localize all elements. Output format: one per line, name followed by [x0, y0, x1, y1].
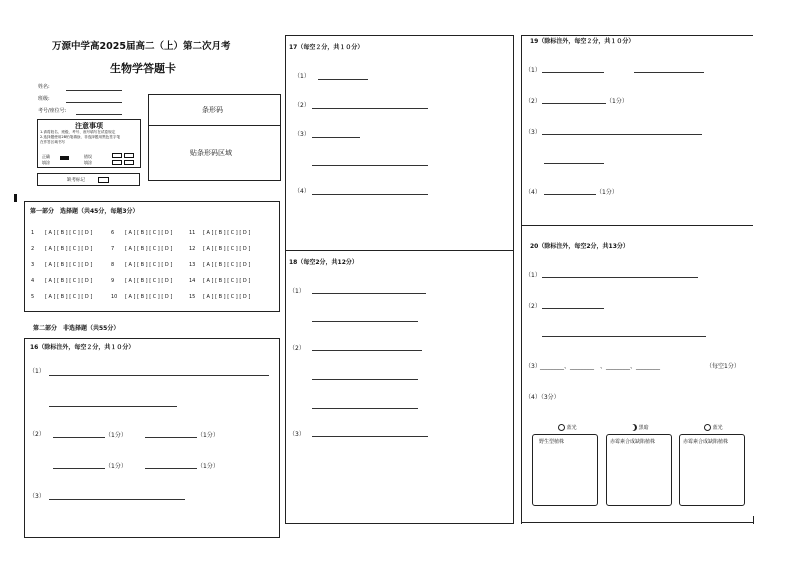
- panel-3-label: 赤霉素合成缺陷植株: [683, 439, 729, 445]
- choice-options[interactable]: [ A ] [ B ] [ C ] [ D ]: [203, 294, 251, 300]
- correct-label-2: 填涂: [42, 160, 50, 165]
- choice-number: 5: [31, 294, 35, 300]
- correct-fill-mark: [60, 156, 69, 160]
- exam-no-label: 考号/座位号:: [38, 108, 67, 114]
- q16-part-2: （2）: [29, 431, 45, 438]
- barcode-area-label: 贴条形码区域: [190, 149, 232, 157]
- q19-q20-divider: [521, 225, 753, 226]
- q17-part-4: （4）: [294, 188, 310, 195]
- q19-title: 19（除标注外，每空２分，共１０分）: [530, 38, 635, 45]
- q18-blank-1a[interactable]: [312, 293, 426, 294]
- panel-3-light: [704, 424, 723, 431]
- q20-part-1: （1）: [525, 272, 541, 279]
- q17-part-1: （1）: [294, 73, 310, 80]
- q18-blank-2b[interactable]: [312, 379, 418, 380]
- sun-icon: [558, 424, 565, 431]
- q20-blank-2b[interactable]: [542, 336, 706, 337]
- choice-number: 6: [111, 230, 115, 236]
- choice-options[interactable]: [ A ] [ B ] [ C ] [ D ]: [203, 278, 251, 284]
- q20-title: 20（除标注外，每空2分，共13分）: [530, 243, 629, 250]
- barcode-label: 条形码: [202, 106, 223, 114]
- panel-3-box[interactable]: [679, 434, 745, 506]
- choice-options[interactable]: [ A ] [ B ] [ C ] [ D ]: [203, 246, 251, 252]
- q18-blank-2c[interactable]: [312, 408, 418, 409]
- q20-note-3: （每空1分）: [706, 363, 740, 370]
- choice-number: 10: [111, 294, 118, 300]
- choice-options[interactable]: [ A ] [ B ] [ C ] [ D ]: [125, 262, 173, 268]
- panel-2-box[interactable]: [606, 434, 672, 506]
- choice-options[interactable]: [ A ] [ B ] [ C ] [ D ]: [125, 294, 173, 300]
- choice-options[interactable]: [ A ] [ B ] [ C ] [ D ]: [45, 262, 93, 268]
- choice-number: 7: [111, 246, 115, 252]
- notice-line-2: 2.选择题使用2B铅笔填涂，非选择题用黑色签字笔: [40, 135, 121, 139]
- school-title: 万源中学高2025届高二（上）第二次月考: [52, 41, 231, 52]
- moon-icon: [630, 424, 637, 431]
- choice-number: 9: [111, 278, 115, 284]
- q19-blank-1b[interactable]: [634, 72, 704, 73]
- q17-part-3: （3）: [294, 131, 310, 138]
- choice-number: 13: [189, 262, 196, 268]
- class-field[interactable]: [66, 102, 122, 103]
- panel-1-label: 野生型植株: [539, 439, 565, 445]
- choice-options[interactable]: [ A ] [ B ] [ C ] [ D ]: [203, 230, 251, 236]
- wrong-mark-4: [124, 160, 134, 165]
- part1-title: 第一部分 选择题（共45分，每题3分）: [30, 208, 139, 215]
- q17-blank-4[interactable]: [312, 194, 428, 195]
- q19-blank-3a[interactable]: [542, 134, 702, 135]
- q18-blank-3[interactable]: [312, 436, 428, 437]
- panel-3-light-label: 蓝光: [712, 425, 723, 431]
- part2-title: 第二部分 非选择题（共55分）: [33, 325, 120, 332]
- choice-options[interactable]: [ A ] [ B ] [ C ] [ D ]: [203, 262, 251, 268]
- choice-options[interactable]: [ A ] [ B ] [ C ] [ D ]: [45, 278, 93, 284]
- choice-options[interactable]: [ A ] [ B ] [ C ] [ D ]: [125, 230, 173, 236]
- right-column-right-tick: [753, 516, 754, 524]
- absent-label: 缺考标记: [67, 178, 85, 183]
- q16-point-2a: （1分）: [105, 432, 127, 439]
- right-column-left-edge: [521, 35, 522, 524]
- correct-label: 正确: [42, 154, 50, 159]
- choice-number: 3: [31, 262, 35, 268]
- choice-options[interactable]: [ A ] [ B ] [ C ] [ D ]: [125, 278, 173, 284]
- notice-line-1: 1.请将姓名、班级、考号、座号填写在试卷规定: [40, 130, 116, 134]
- panel-2-light: [630, 424, 649, 431]
- q18-blank-1b[interactable]: [312, 321, 418, 322]
- q20-part-3: （3）: [525, 363, 541, 370]
- q18-part-3: （3）: [289, 431, 305, 438]
- choice-number: 15: [189, 294, 196, 300]
- wrong-mark-2: [124, 153, 134, 158]
- exam-no-field[interactable]: [76, 114, 122, 115]
- q16-blank-2c[interactable]: [53, 468, 105, 469]
- choice-number: 11: [189, 230, 196, 236]
- wrong-label-2: 填涂: [84, 160, 92, 165]
- wrong-label: 错误: [84, 154, 92, 159]
- barcode-box: [148, 94, 281, 181]
- q19-part-3: （3）: [525, 129, 541, 136]
- q16-blank-2d[interactable]: [145, 468, 197, 469]
- q18-part-2: （2）: [289, 345, 305, 352]
- choice-options[interactable]: [ A ] [ B ] [ C ] [ D ]: [45, 230, 93, 236]
- panel-1-light-label: 蓝光: [566, 425, 577, 431]
- q16-point-2c: （1分）: [105, 463, 127, 470]
- position-marker: [14, 194, 17, 202]
- q20-blanks-3[interactable]: ________、________ 、________、________: [540, 363, 661, 370]
- q16-point-2b: （1分）: [197, 432, 219, 439]
- panel-2-label: 赤霉素合成缺陷植株: [610, 439, 656, 445]
- q19-blank-2[interactable]: [542, 103, 606, 104]
- panel-1-box[interactable]: [532, 434, 598, 506]
- choice-number: 4: [31, 278, 35, 284]
- sun-icon: [704, 424, 711, 431]
- wrong-mark-1: [112, 153, 122, 158]
- q16-title: 16（除标注外，每空２分，共１０分）: [30, 344, 135, 351]
- q19-point-2: （1分）: [606, 98, 628, 105]
- middle-column: [285, 35, 514, 524]
- notice-line-3: 在作答区域书写: [40, 140, 66, 144]
- q16-blank-2a[interactable]: [53, 437, 105, 438]
- q18-title: 18（每空2分，共12分）: [289, 259, 358, 266]
- q20-blank-2a[interactable]: [542, 308, 604, 309]
- q16-blank-1b[interactable]: [49, 406, 177, 407]
- name-field[interactable]: [66, 90, 122, 91]
- q16-blank-2b[interactable]: [145, 437, 197, 438]
- q18-blank-2a[interactable]: [312, 350, 422, 351]
- q19-part-2: （2）: [525, 98, 541, 105]
- choice-number: 14: [189, 278, 196, 284]
- choice-options[interactable]: [ A ] [ B ] [ C ] [ D ]: [45, 246, 93, 252]
- q16-part-1: （1）: [29, 368, 45, 375]
- absent-checkbox[interactable]: [98, 177, 109, 183]
- q17-part-2: （2）: [294, 102, 310, 109]
- q19-blank-4[interactable]: [544, 194, 596, 195]
- choice-section: [24, 201, 280, 312]
- choice-number: 2: [31, 246, 35, 252]
- q19-blank-3b[interactable]: [544, 163, 604, 164]
- notice-box: [37, 119, 141, 168]
- wrong-mark-3: [112, 160, 122, 165]
- q19-point-4: （1分）: [596, 189, 618, 196]
- right-column-bottom-edge: [521, 522, 753, 523]
- barcode-divider: [149, 125, 280, 126]
- panel-2-light-label: 黑暗: [638, 425, 649, 431]
- choice-options[interactable]: [ A ] [ B ] [ C ] [ D ]: [125, 246, 173, 252]
- card-title: 生物学答题卡: [110, 62, 176, 75]
- panel-1-light: [558, 424, 577, 431]
- q17-blank-3a[interactable]: [312, 137, 360, 138]
- q20-part-4: （4）（3分）: [525, 394, 560, 401]
- q16-point-2d: （1分）: [197, 463, 219, 470]
- q20-part-2: （2）: [525, 303, 541, 310]
- q18-part-1: （1）: [289, 288, 305, 295]
- q17-blank-1[interactable]: [318, 79, 368, 80]
- choice-number: 8: [111, 262, 115, 268]
- choice-number: 12: [189, 246, 196, 252]
- choice-number: 1: [31, 230, 35, 236]
- q16-blank-1a[interactable]: [49, 375, 269, 376]
- q19-blank-1a[interactable]: [542, 72, 604, 73]
- q20-blank-1[interactable]: [542, 277, 698, 278]
- class-label: 班级:: [38, 96, 50, 102]
- q16-blank-3[interactable]: [49, 499, 185, 500]
- q19-part-1: （1）: [525, 67, 541, 74]
- q19-part-4: （4）: [525, 189, 541, 196]
- q17-title: 17（每空２分，共１０分）: [289, 44, 364, 51]
- q16-part-3: （3）: [29, 493, 45, 500]
- q17-q18-divider: [286, 250, 513, 251]
- absent-box: [37, 173, 140, 186]
- q16-box: [24, 338, 280, 538]
- q17-blank-2[interactable]: [312, 108, 428, 109]
- q17-blank-3b[interactable]: [312, 165, 428, 166]
- name-label: 姓名:: [38, 84, 50, 90]
- notice-title: 注意事项: [75, 122, 103, 130]
- choice-options[interactable]: [ A ] [ B ] [ C ] [ D ]: [45, 294, 93, 300]
